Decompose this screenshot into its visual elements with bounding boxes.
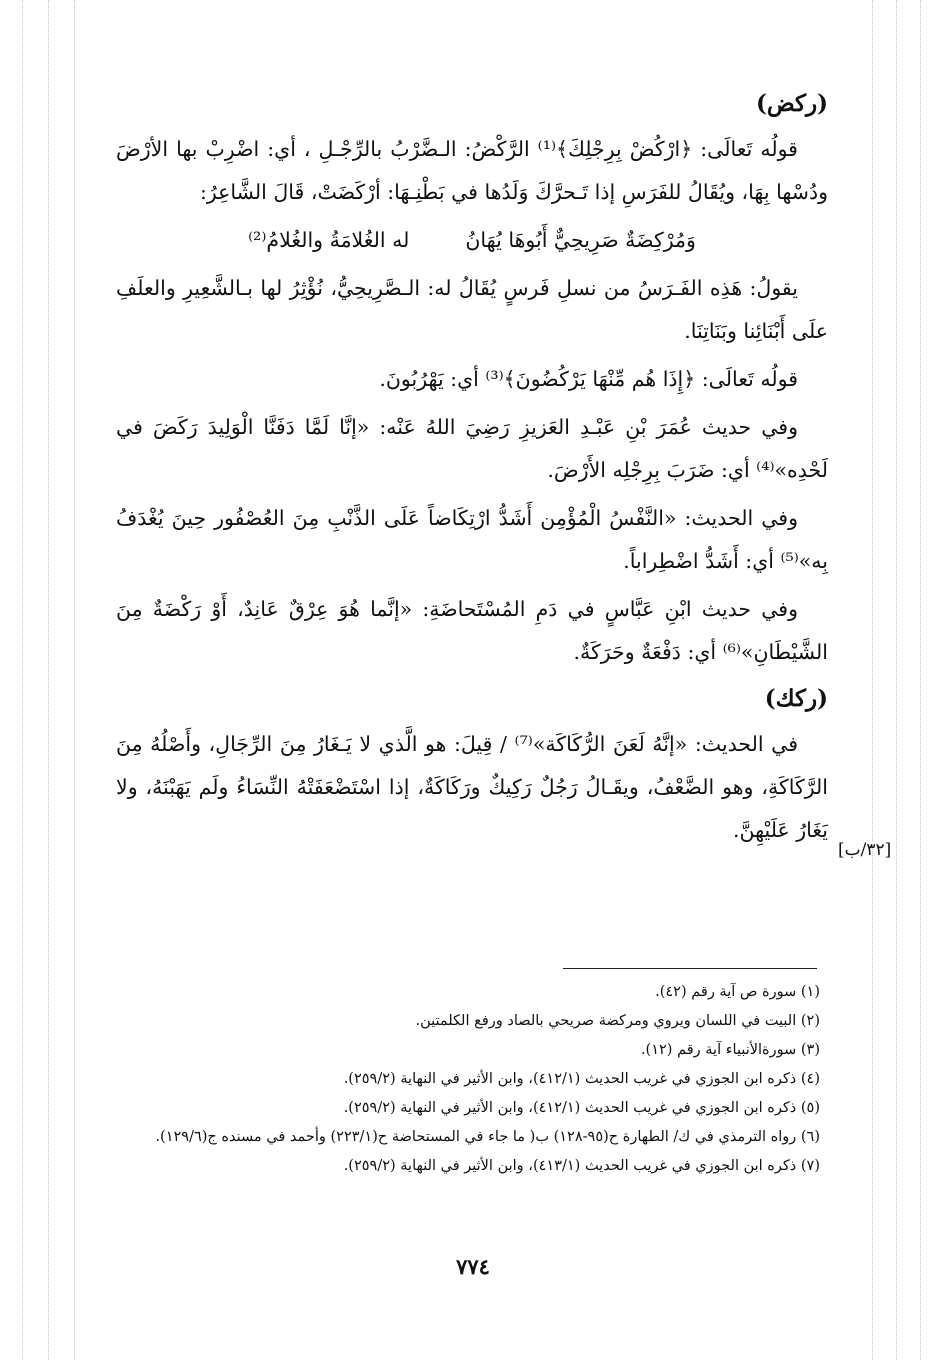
ruling-line (896, 0, 897, 1360)
footnote: (١) سورة ص آية رقم (٤٢). (655, 984, 820, 1000)
verse-second-hemistich: له الغُلامَةُ والغُلامُ⁽²⁾ (248, 228, 410, 252)
paragraph: وفي الحديث: «النَّفْسُ الْمُؤْمِن أَشَدُّ ارْتِكَاضاً عَلَى الذَّنْبِ مِنَ العُصْفُور حِينَ يُغْدَفُ بِه»⁽⁵⁾ أي: أَشَدُّ اضْطِراباً. (116, 506, 828, 573)
paragraph: قولُه تَعالَى: ﴿إِذَا هُم مِّنْهَا يَرْكُضُونَ﴾⁽³⁾ أي: يَهْرُبُونَ. (379, 367, 798, 391)
page-number: ٧٧٤ (456, 1254, 490, 1279)
ruling-line (74, 0, 75, 1360)
ruling-line (920, 0, 921, 1360)
ruling-line (48, 0, 49, 1360)
footnotes (116, 980, 820, 1183)
entry-heading: (ركض) (756, 90, 828, 117)
paragraph: يقولُ: هَذِه الفَـرَسُ من نسلِ فَرسٍ يُقَالُ له: الـصَّرِيحِيُّ، نُؤْثِرُ لها بـالشَّعِيرِ والعلَفِ علَى أَبْنَائِنا وبَنَاتِنَا. (116, 276, 828, 343)
paragraph: في الحديث: «إنَّهُ لَعَنَ الرُّكَاكَة»⁽⁷⁾ / قِيلَ: هو الَّذي لا يَـغَارُ مِنَ الرِّجَالِ، وأَصْلُهُ مِنَ الرَّكَاكَةِ، وهو الضَّعْفُ، ويقَـالُ رَجُلٌ رَكِيكٌ ورَكَاكَةٌ، إذا اسْتَضْعَفَتْهُ النِّسَاءُ ولَم يَهَبْنَهُ، ولا يَغَارُ عَلَيْهِنَّ. (116, 732, 828, 842)
manuscript-folio-ref: [٣٢/ب] (838, 840, 892, 860)
paragraph: وفي حديث عُمَرَ بْنِ عَبْـدِ العَزيزِ رَضِيَ اللهُ عَنْه: «إنَّا لَمَّا دَفَنَّا الْوَلِيدَ رَكَضَ في لَحْدِه»⁽⁴⁾ أي: ضَرَبَ بِرِجْلِه الأَرْضَ. (116, 415, 828, 482)
ruling-line (872, 0, 873, 1360)
footnote: (٤) ذكره ابن الجوزي في غريب الحديث (٤١٢/١)، وابن الأثير في النهاية (٢٥٩/٢). (343, 1071, 820, 1087)
entry-heading: (ركك) (764, 685, 828, 712)
footnote: (٧) ذكره ابن الجوزي في غريب الحديث (٤١٣/١)، وابن الأثير في النهاية (٢٥٩/٢). (343, 1158, 820, 1174)
ruling-line (22, 0, 23, 1360)
paragraph: وفي حديث ابْنِ عَبَّاسٍ في دَمِ المُسْتَحاضَةِ: «إنَّما هُوَ عِرْقٌ عَانِدٌ، أَوْ رَكْضَةٌ مِنَ الشَّيْطَانِ»⁽⁶⁾ أي: دَفْعَةٌ وحَرَكَةٌ. (116, 597, 828, 664)
page-body (116, 84, 828, 857)
verse-first-hemistich: وَمُرْكِضَةٌ صَرِيحِيٌّ أَبُوهَا يُهَانُ (465, 228, 696, 252)
footnote: (٥) ذكره ابن الجوزي في غريب الحديث (٤١٢/١)، وابن الأثير في النهاية (٢٥٩/٢). (343, 1100, 820, 1116)
footnote: (٢) البيت في اللسان ويروي ومركضة صريحي بالصاد ورفع الكلمتين. (415, 1013, 820, 1029)
footnote: (٣) سورةالأنبياء آية رقم (١٢). (640, 1042, 820, 1058)
footnote: (٦) رواه الترمذي في ك/ الطهارة ح(٩٥-١٢٨) ب( ما جاء في المستحاضة ح(٢٢٣/١) وأحمد في مسنده ج(١٢٩/٦). (155, 1129, 820, 1145)
footnote-divider (563, 968, 817, 969)
poem-verse (116, 219, 828, 262)
paragraph: قولُه تَعالَى: ﴿ارْكُضْ بِرِجْلِكَ﴾⁽¹⁾ الرَّكْضُ: الـضَّرْبُ بالرِّجْـلِ ، أي: اضْرِبْ بها الأرْضَ ودُسْها بِهَا، ويُقَالُ للفَرَسِ إذا تَـحرَّكَ وَلَدُها في بَطْنِـهَا: أرْكَضَتْ، قَالَ الشَّاعِرُ: (116, 137, 828, 204)
